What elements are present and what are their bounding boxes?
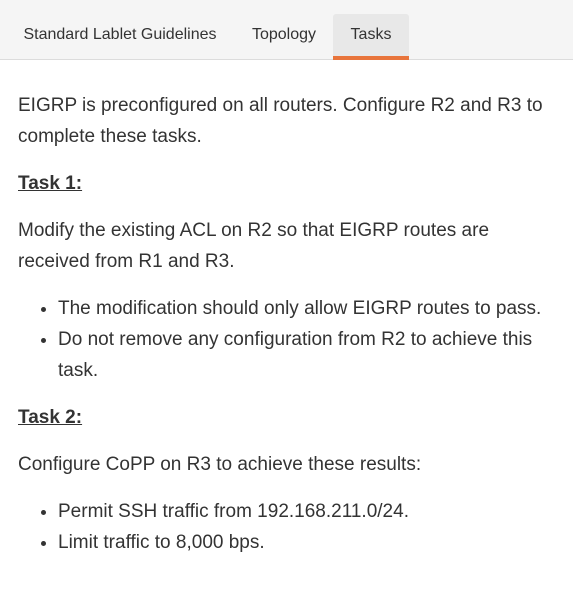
task2-description: Configure CoPP on R3 to achieve these results: bbox=[18, 454, 422, 475]
task2-bullet: • Permit SSH traffic from 192.168.211.0/24. bbox=[58, 496, 548, 527]
task2-heading: Task 2: bbox=[18, 407, 83, 428]
tab-standard-lablet-guidelines[interactable]: Standard Lablet Guidelines bbox=[23, 26, 217, 43]
task1-heading: Task 1: bbox=[18, 173, 83, 194]
task1-description: Modify the existing ACL on R2 so that EIGRP routes are received from R1 and R3. bbox=[18, 220, 490, 272]
tab-bar bbox=[0, 0, 573, 60]
intro-text: EIGRP is preconfigured on all routers. Configure R2 and R3 to complete these tasks. bbox=[18, 95, 543, 147]
task1-bullet: • Do not remove any configuration from R2 to achieve this task. bbox=[58, 324, 548, 386]
task1-bullet: • The modification should only allow EIGRP routes to pass. bbox=[58, 293, 548, 324]
tab-tasks[interactable]: Tasks bbox=[333, 14, 409, 58]
tab-topology[interactable]: Topology bbox=[251, 26, 317, 43]
task1-bullet-list bbox=[18, 293, 548, 386]
tasks-content bbox=[18, 90, 548, 574]
task2-bullet-list bbox=[18, 496, 548, 558]
bottom-fade bbox=[0, 592, 573, 606]
task2-bullet: • Limit traffic to 8,000 bps. bbox=[58, 527, 548, 558]
